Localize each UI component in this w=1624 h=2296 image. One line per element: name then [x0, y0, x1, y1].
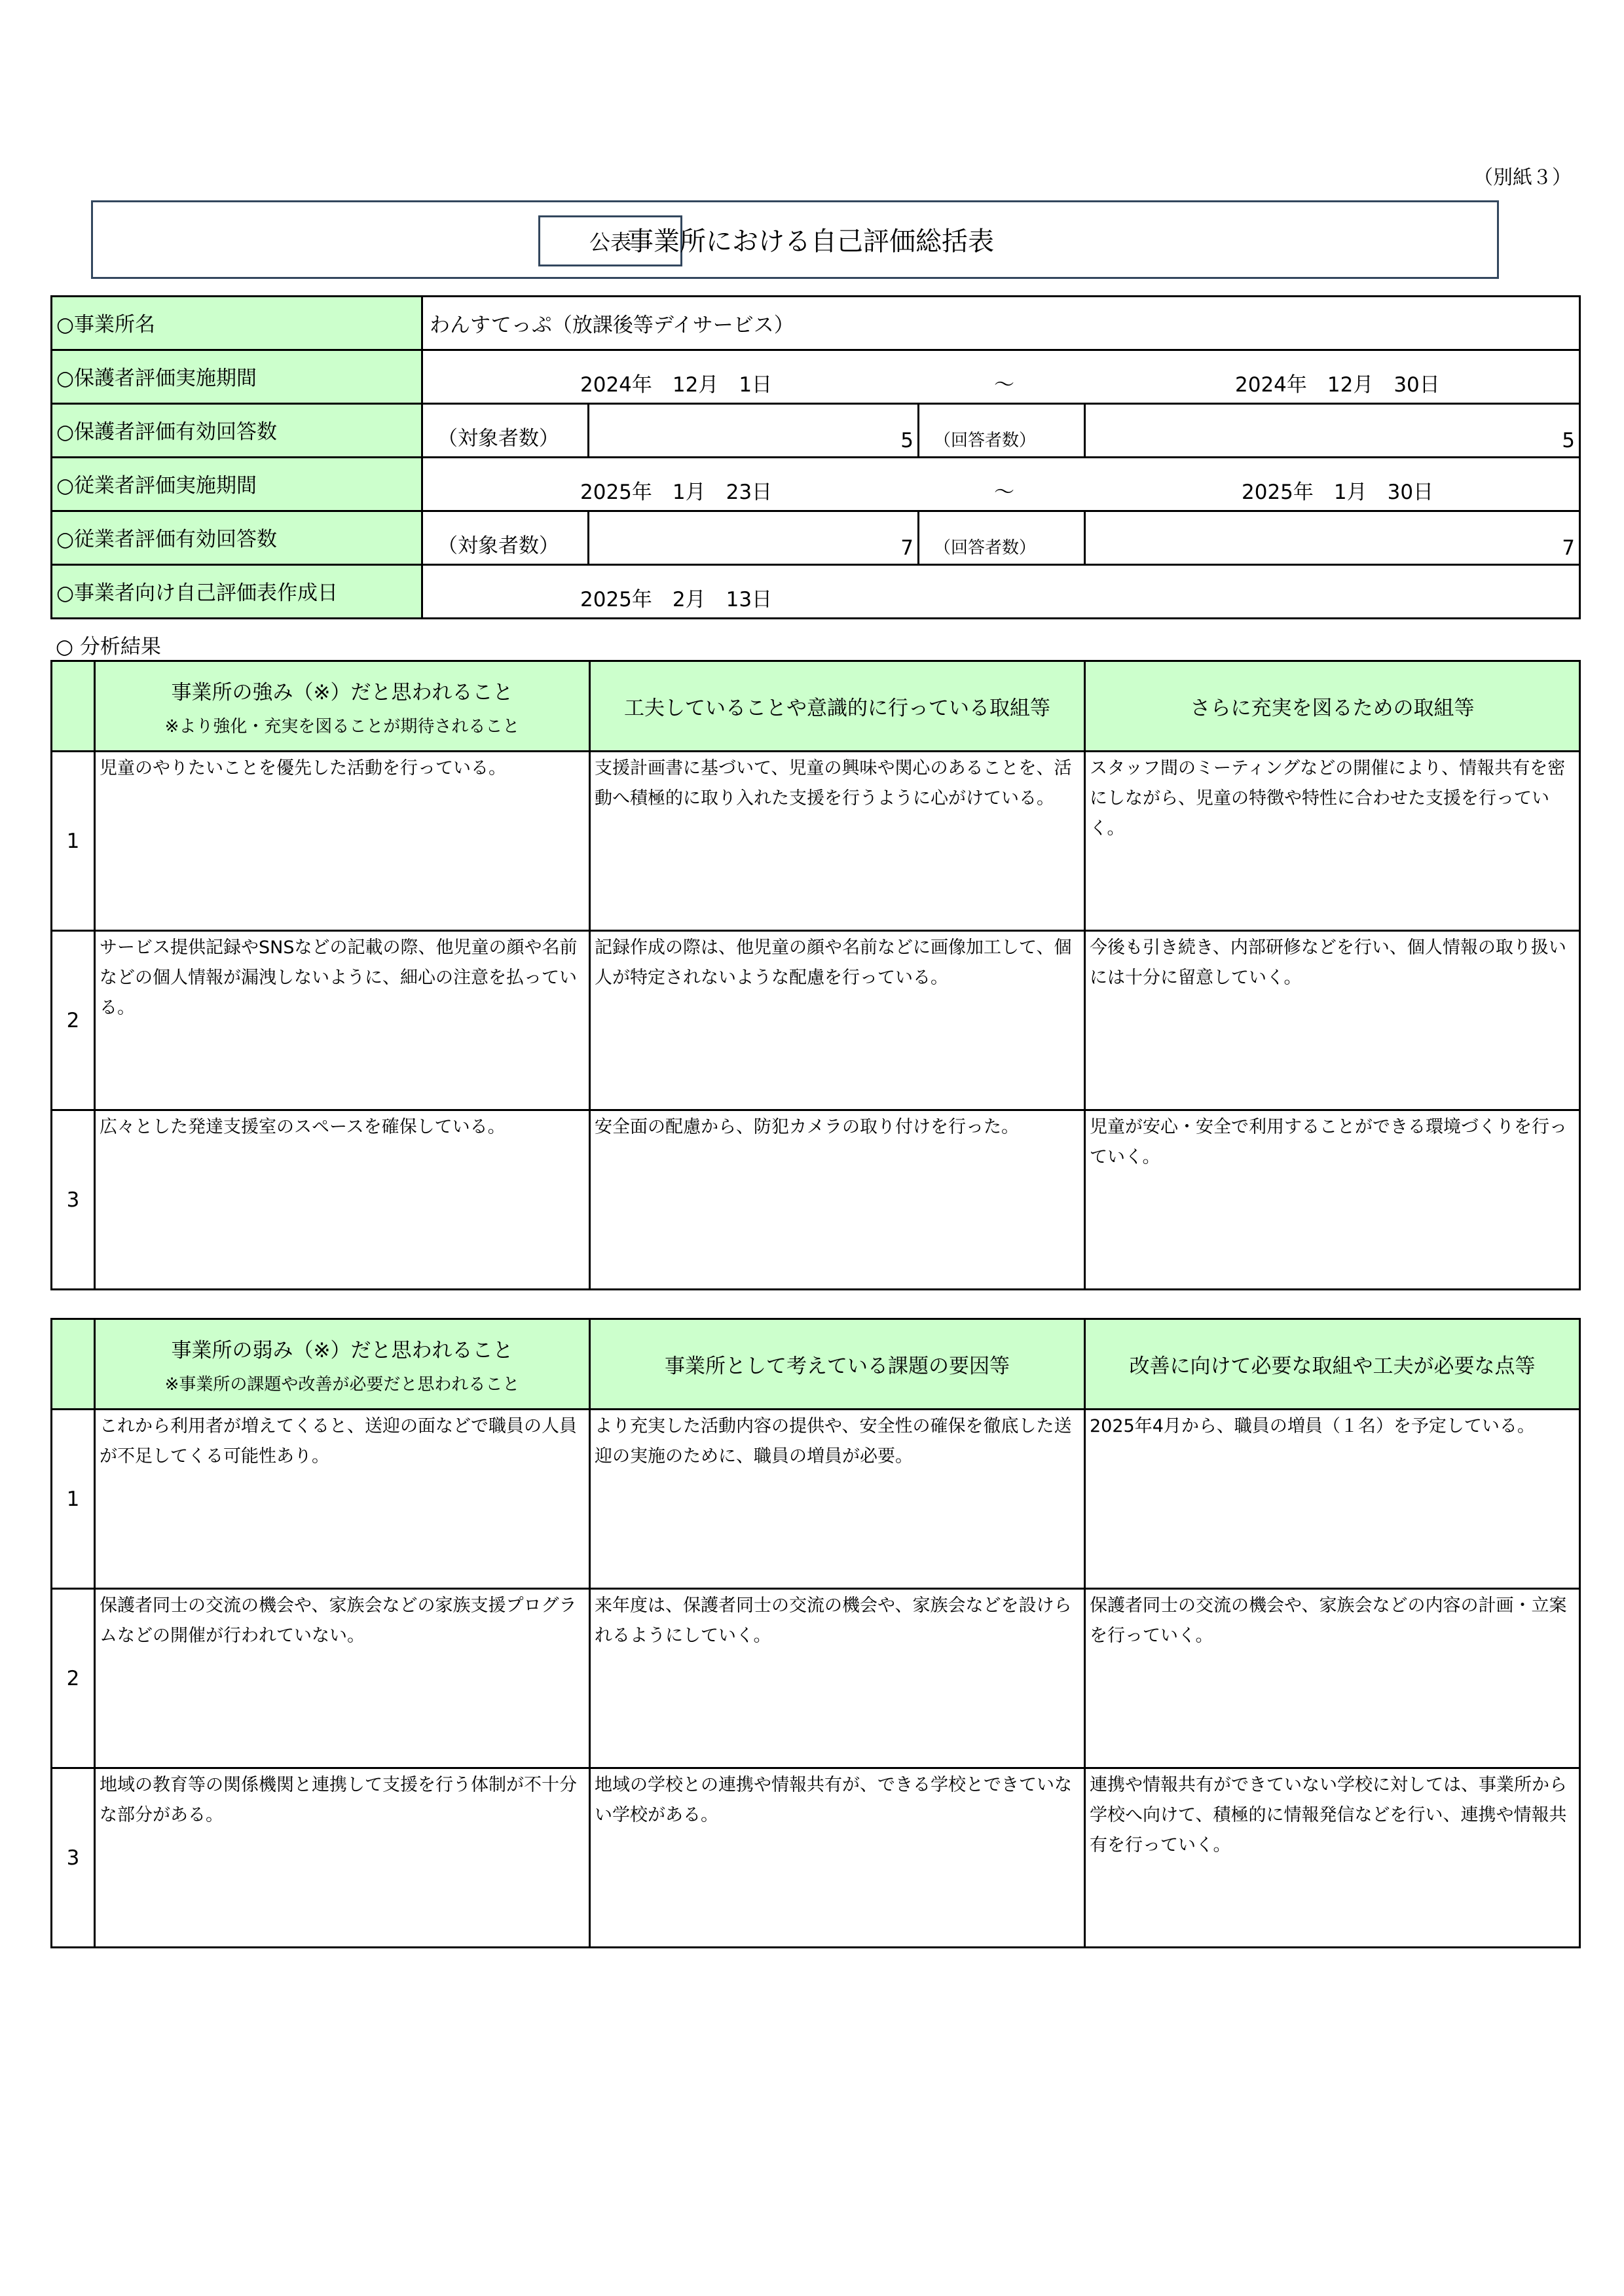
enhancement-text: スタッフ間のミーティングなどの開催により、情報共有を密にしながら、児童の特徴や特性に合わせた支援を行っていく。 — [1085, 752, 1580, 931]
facility-row — [52, 297, 1580, 350]
weaknesses-table — [50, 1318, 1581, 1948]
strength-text: 児童のやりたいことを優先した活動を行っている。 — [95, 752, 590, 931]
improvement-text: 保護者同士の交流の機会や、家族会などの内容の計画・立案を行っていく。 — [1085, 1589, 1580, 1768]
analysis-title: ○ 分析結果 — [56, 635, 161, 659]
facility-label: ○事業所名 — [52, 297, 422, 350]
public-label: 公表 — [538, 215, 682, 266]
info-table — [50, 295, 1581, 619]
attachment-label: （別紙３） — [1473, 166, 1572, 189]
strength-text: 広々とした発達支援室のスペースを確保している。 — [95, 1110, 590, 1290]
created-value — [422, 565, 1580, 619]
strengths-col1-sub: ※より強化・充実を図ることが期待されること — [164, 716, 520, 737]
created-date: 2025年 2月 13日 — [580, 588, 773, 611]
staff-responses-row — [52, 511, 1580, 565]
weaknesses-col2-title: 事業所として考えている課題の要因等 — [590, 1319, 1085, 1410]
guardian-target-label: （対象者数） — [422, 404, 589, 458]
guardian-period-label: ○保護者評価実施期間 — [52, 350, 422, 404]
effort-text: 安全面の配慮から、防犯カメラの取り付けを行った。 — [590, 1110, 1085, 1290]
guardian-period-start: 2024年 12月 1日 — [580, 373, 773, 397]
guardian-resp-label: ○保護者評価有効回答数 — [52, 404, 422, 458]
row-number: 2 — [52, 1589, 95, 1768]
cause-text: 来年度は、保護者同士の交流の機会や、家族会などを設けられるようにしていく。 — [590, 1589, 1085, 1768]
strengths-row — [52, 931, 1580, 1110]
effort-text: 記録作成の際は、他児童の顔や名前などに画像加工して、個人が特定されないような配慮を行っている。 — [590, 931, 1085, 1110]
weaknesses-col1-sub: ※事業所の課題や改善が必要だと思われること — [164, 1374, 520, 1394]
row-number: 3 — [52, 1768, 95, 1948]
improvement-text: 連携や情報共有ができていない学校に対しては、事業所から学校へ向けて、積極的に情報発信などを行い、連携や情報共有を行っていく。 — [1085, 1768, 1580, 1948]
guardian-respondent-label: （回答者数） — [919, 404, 1085, 458]
strengths-col1-title: 事業所の強み（※）だと思われること — [171, 680, 513, 704]
strengths-col2-title: 工夫していることや意識的に行っている取組等 — [590, 661, 1085, 752]
improvement-text: 2025年4月から、職員の増員（１名）を予定している。 — [1085, 1410, 1580, 1589]
cause-text: 地域の学校との連携や情報共有が、できる学校とできていない学校がある。 — [590, 1768, 1085, 1948]
created-row — [52, 565, 1580, 619]
title-box — [91, 200, 1499, 279]
weaknesses-row — [52, 1589, 1580, 1768]
weaknesses-row — [52, 1768, 1580, 1948]
enhancement-text: 児童が安心・安全で利用することができる環境づくりを行っていく。 — [1085, 1110, 1580, 1290]
guardian-period-sep: ～ — [994, 373, 1014, 397]
staff-respondent-label: （回答者数） — [919, 511, 1085, 565]
enhancement-text: 今後も引き続き、内部研修などを行い、個人情報の取り扱いには十分に留意していく。 — [1085, 931, 1580, 1110]
staff-period-label: ○従業者評価実施期間 — [52, 458, 422, 511]
strengths-header-row — [52, 661, 1580, 752]
staff-period-end: 2025年 1月 30日 — [1242, 481, 1434, 504]
row-number: 2 — [52, 931, 95, 1110]
facility-name: わんすてっぷ（放課後等デイサービス） — [422, 297, 1580, 350]
strengths-row — [52, 752, 1580, 931]
strengths-header-index — [52, 661, 95, 752]
row-number: 1 — [52, 1410, 95, 1589]
cause-text: より充実した活動内容の提供や、安全性の確保を徹底した送迎の実施のために、職員の増員が必要。 — [590, 1410, 1085, 1589]
weaknesses-row — [52, 1410, 1580, 1589]
weaknesses-col1-title: 事業所の弱み（※）だと思われること — [171, 1338, 513, 1362]
staff-target-count: 7 — [589, 511, 919, 565]
weaknesses-header-index — [52, 1319, 95, 1410]
strengths-header-col1 — [95, 661, 590, 752]
strengths-row — [52, 1110, 1580, 1290]
staff-period-sep: ～ — [994, 481, 1014, 504]
guardian-target-count: 5 — [589, 404, 919, 458]
staff-respondent-count: 7 — [1085, 511, 1580, 565]
weakness-text: 地域の教育等の関係機関と連携して支援を行う体制が不十分な部分がある。 — [95, 1768, 590, 1948]
weaknesses-header-row — [52, 1319, 1580, 1410]
staff-period-value — [422, 458, 1580, 511]
strengths-table — [50, 660, 1581, 1290]
staff-period-row — [52, 458, 1580, 511]
effort-text: 支援計画書に基づいて、児童の興味や関心のあることを、活動へ積極的に取り入れた支援を行うように心がけている。 — [590, 752, 1085, 931]
staff-resp-label: ○従業者評価有効回答数 — [52, 511, 422, 565]
guardian-period-value — [422, 350, 1580, 404]
guardian-respondent-count: 5 — [1085, 404, 1580, 458]
row-number: 3 — [52, 1110, 95, 1290]
strength-text: サービス提供記録やSNSなどの記載の際、他児童の顔や名前などの個人情報が漏洩しないように、細心の注意を払っている。 — [95, 931, 590, 1110]
row-number: 1 — [52, 752, 95, 931]
staff-period-start: 2025年 1月 23日 — [580, 481, 773, 504]
created-label: ○事業者向け自己評価表作成日 — [52, 565, 422, 619]
strengths-col3-title: さらに充実を図るための取組等 — [1085, 661, 1580, 752]
document-title: 事業所における自己評価総括表 — [627, 227, 994, 257]
staff-target-label: （対象者数） — [422, 511, 589, 565]
guardian-period-end: 2024年 12月 30日 — [1235, 373, 1440, 397]
guardian-period-row — [52, 350, 1580, 404]
weaknesses-header-col1 — [95, 1319, 590, 1410]
weakness-text: これから利用者が増えてくると、送迎の面などで職員の人員が不足してくる可能性あり。 — [95, 1410, 590, 1589]
weakness-text: 保護者同士の交流の機会や、家族会などの家族支援プログラムなどの開催が行われていない。 — [95, 1589, 590, 1768]
guardian-responses-row — [52, 404, 1580, 458]
weaknesses-col3-title: 改善に向けて必要な取組や工夫が必要な点等 — [1085, 1319, 1580, 1410]
